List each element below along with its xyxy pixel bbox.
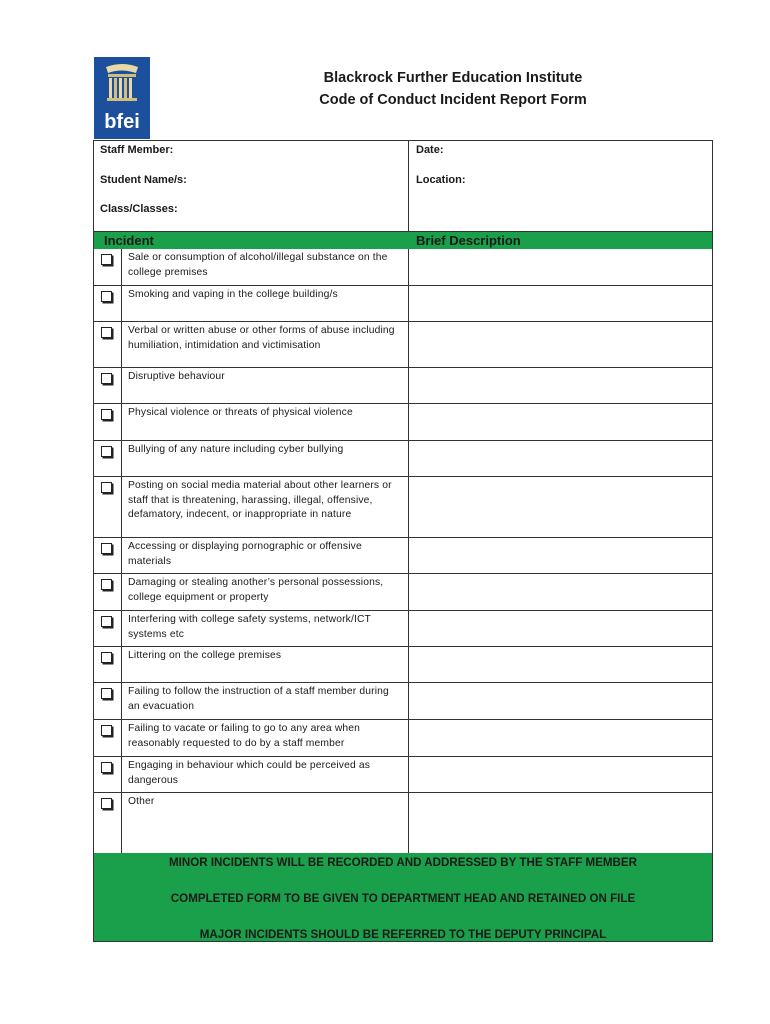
- footer-notes: [94, 853, 712, 941]
- description-column-divider: [408, 249, 409, 853]
- table-header: [94, 231, 712, 249]
- student-names-field[interactable]: Student Name/s:: [100, 174, 187, 186]
- incident-label: Physical violence or threats of physical violence: [128, 407, 353, 418]
- checkbox[interactable]: [101, 725, 112, 736]
- incident-label: Accessing or displaying pornographic or offensive materials: [128, 541, 362, 567]
- checkbox[interactable]: [101, 543, 112, 554]
- header-divider: [408, 141, 409, 231]
- incident-label: Interfering with college safety systems, network/ICT systems etc: [128, 614, 371, 640]
- incident-label: Smoking and vaping in the college building/s: [128, 289, 338, 300]
- incident-row: [94, 286, 712, 322]
- checkbox[interactable]: [101, 327, 112, 338]
- incident-label: Bullying of any nature including cyber bullying: [128, 444, 344, 455]
- description-column-header: Brief Description: [416, 233, 521, 248]
- checkbox[interactable]: [101, 652, 112, 663]
- form-title: Code of Conduct Incident Report Form: [319, 92, 587, 108]
- location-field[interactable]: Location:: [416, 174, 466, 186]
- checkbox[interactable]: [101, 616, 112, 627]
- bfei-logo: [94, 57, 150, 139]
- checkbox[interactable]: [101, 254, 112, 265]
- checkbox[interactable]: [101, 762, 112, 773]
- incident-row: [94, 720, 712, 757]
- incident-row: [94, 249, 712, 286]
- checkbox[interactable]: [101, 373, 112, 384]
- incident-row: [94, 322, 712, 368]
- svg-text:bfei: bfei: [104, 111, 140, 133]
- staff-member-field[interactable]: Staff Member:: [100, 144, 174, 156]
- bfei-logo-graphic: [94, 57, 150, 139]
- incident-label: Engaging in behaviour which could be perceived as dangerous: [128, 760, 371, 786]
- incident-label: Verbal or written abuse or other forms of abuse including humiliation, intimidation and victimisation: [128, 325, 395, 351]
- incident-label: Posting on social media material about other learners or staff that is threatening, harassing, illegal, offensive, defamatory, indecent, or inappropriate in nature: [128, 480, 392, 521]
- checkbox[interactable]: [101, 688, 112, 699]
- checkbox[interactable]: [101, 446, 112, 457]
- major-incidents-note: MAJOR INCIDENTS SHOULD BE REFERRED TO THE DEPUTY PRINCIPAL: [199, 928, 607, 941]
- incident-label: Littering on the college premises: [128, 650, 282, 661]
- incident-label: Disruptive behaviour: [128, 371, 225, 382]
- date-field[interactable]: Date:: [416, 144, 444, 156]
- checkbox-column-divider: [121, 249, 122, 853]
- incident-row: [94, 574, 712, 611]
- completed-form-note: COMPLETED FORM TO BE GIVEN TO DEPARTMENT HEAD AND RETAINED ON FILE: [170, 892, 636, 905]
- checkbox[interactable]: [101, 579, 112, 590]
- class-field[interactable]: Class/Classes:: [100, 203, 178, 215]
- incident-row: [94, 441, 712, 477]
- incident-row: [94, 611, 712, 647]
- incident-row: [94, 647, 712, 683]
- incident-label: Sale or consumption of alcohol/illegal substance on the college premises: [128, 252, 388, 278]
- checkbox[interactable]: [101, 409, 112, 420]
- incident-row: [94, 368, 712, 404]
- incident-column-header: Incident: [104, 233, 154, 248]
- checkbox[interactable]: [101, 798, 112, 809]
- incident-report-form: [93, 140, 713, 942]
- incident-row: [94, 538, 712, 574]
- incident-label: Other: [128, 796, 155, 807]
- minor-incidents-note: MINOR INCIDENTS WILL BE RECORDED AND ADDRESSED BY THE STAFF MEMBER: [168, 856, 638, 869]
- incident-label: Damaging or stealing another’s personal possessions, college equipment or property: [128, 577, 384, 603]
- checkbox[interactable]: [101, 482, 112, 493]
- checkbox[interactable]: [101, 291, 112, 302]
- incident-row: [94, 757, 712, 793]
- incident-label: Failing to vacate or failing to go to any area when reasonably requested to do by a staff member: [128, 723, 361, 749]
- institute-name: Blackrock Further Education Institute: [323, 70, 583, 86]
- incident-label: Failing to follow the instruction of a staff member during an evacuation: [128, 686, 389, 712]
- incident-row: [94, 793, 712, 853]
- incident-row: [94, 683, 712, 720]
- incident-row: [94, 477, 712, 538]
- incident-row: [94, 404, 712, 441]
